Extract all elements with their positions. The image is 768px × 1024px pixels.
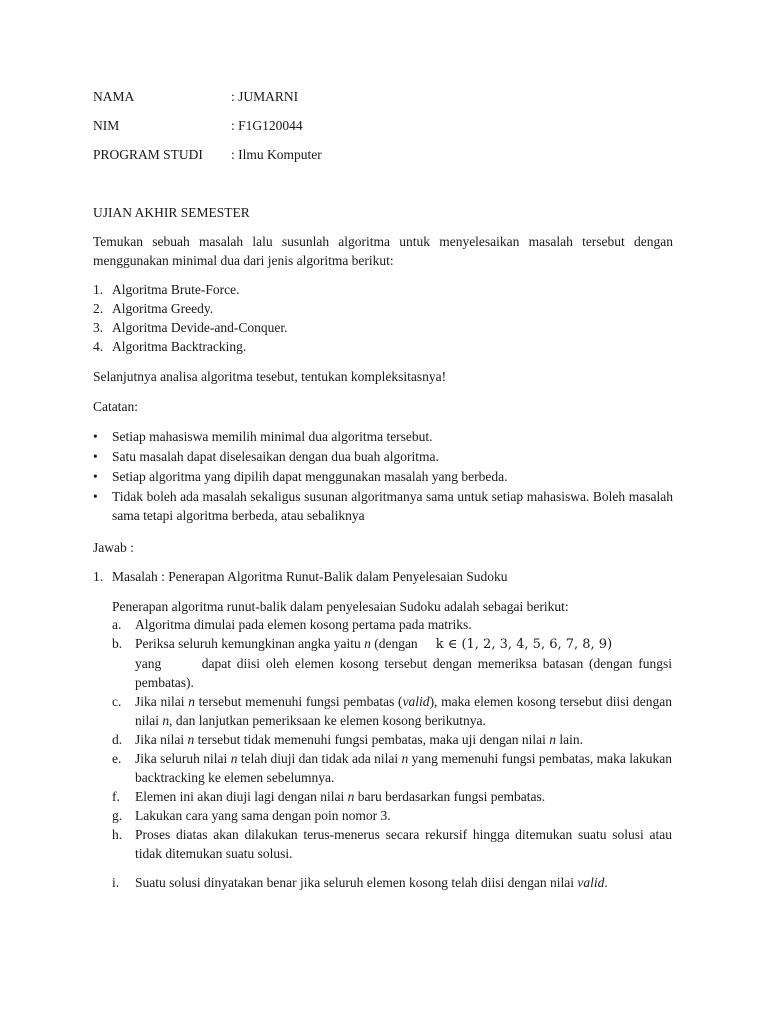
step-item-h xyxy=(112,825,672,863)
step-item-f xyxy=(112,787,672,806)
step-letter: b. xyxy=(112,636,123,651)
header-value: : F1G120044 xyxy=(231,118,303,133)
variable-n: n xyxy=(401,751,409,766)
step-text: Jika nilai xyxy=(135,732,188,747)
list-item xyxy=(93,280,673,299)
variable-n: n xyxy=(230,751,238,766)
step-letter: h. xyxy=(112,827,123,842)
step-text: ), maka elemen kosong tersebut diisi dengan nilai xyxy=(135,694,673,728)
list-item xyxy=(93,447,673,466)
step-item-i xyxy=(112,873,672,892)
note-text: Tidak boleh ada masalah sekaligus susunan algoritmanya sama untuk setiap mahasiswa. Boleh masalah sama tetapi algoritma berbeda, atau sebaliknya xyxy=(112,489,673,523)
step-item-d xyxy=(112,730,672,749)
step-text: Algoritma dimulai pada elemen kosong pertama pada matriks. xyxy=(135,617,472,632)
step-letter: e. xyxy=(112,751,122,766)
list-number: 2. xyxy=(93,301,104,316)
step-text: (dengan xyxy=(370,636,418,651)
problem-title: Masalah : Penerapan Algoritma Runut-Balik dalam Penyelesaian Sudoku xyxy=(112,569,508,584)
step-text: Jika seluruh nilai xyxy=(135,751,231,766)
header-label: PROGRAM STUDI xyxy=(93,147,203,162)
header-value: : Ilmu Komputer xyxy=(231,147,322,162)
steps-list xyxy=(112,615,672,892)
step-text: tersebut memenuhi fungsi pembatas ( xyxy=(194,694,403,709)
variable-n: n xyxy=(364,636,371,651)
step-text: yang memenuhi fungsi pembatas, maka lakukan backtracking ke elemen sebelumnya. xyxy=(135,751,672,785)
math-set-expression: k ∈ (1, 2, 3, 4, 5, 6, 7, 8, 9) xyxy=(435,637,613,652)
list-text: Algoritma Backtracking. xyxy=(112,339,247,354)
followup-paragraph: Selanjutnya analisa algoritma tesebut, tentukan kompleksitasnya! xyxy=(93,369,447,384)
instruction-paragraph: Temukan sebuah masalah lalu susunlah algoritma untuk menyelesaikan masalah tersebut dengan menggunakan minimal dua dari jenis algoritma berikut: xyxy=(93,234,673,268)
header-label: NIM xyxy=(93,118,120,133)
list-item xyxy=(93,487,673,525)
bullet-icon: • xyxy=(93,469,98,484)
list-item xyxy=(93,318,673,337)
step-text: tersebut tidak memenuhi fungsi pembatas, maka uji dengan nilai xyxy=(194,732,550,747)
step-text: telah diuji dan tidak ada nilai xyxy=(237,751,402,766)
header-row-nim xyxy=(93,116,693,135)
step-text: lain. xyxy=(556,732,584,747)
step-text: Lakukan cara yang sama dengan poin nomor 3. xyxy=(135,808,391,823)
note-text: Satu masalah dapat diselesaikan dengan dua buah algoritma. xyxy=(112,449,439,464)
answer-label: Jawab : xyxy=(93,540,134,555)
step-letter: g. xyxy=(112,808,123,823)
step-text: Elemen ini akan diuji lagi dengan nilai xyxy=(135,789,348,804)
exam-title: UJIAN AKHIR SEMESTER xyxy=(93,205,250,220)
step-item-b xyxy=(112,634,672,692)
step-text: dapat diisi oleh elemen kosong tersebut dengan memeriksa batasan (dengan fungsi pembatas). xyxy=(135,656,673,690)
list-item xyxy=(93,299,673,318)
step-text: baru berdasarkan fungsi pembatas. xyxy=(354,789,546,804)
list-number: 1. xyxy=(93,282,104,297)
list-item xyxy=(93,467,673,486)
valid-term: valid xyxy=(402,694,430,709)
step-letter: a. xyxy=(112,617,122,632)
step-text: Proses diatas akan dilakukan terus-menerus secara rekursif hingga ditemukan suatu solusi atau tidak ditemukan suatu solusi. xyxy=(135,827,672,861)
header-row-nama xyxy=(93,87,693,106)
problem-number: 1. xyxy=(93,569,104,584)
list-item xyxy=(93,337,673,356)
step-text: Suatu solusi dinyatakan benar jika seluruh elemen kosong telah diisi dengan nilai xyxy=(135,875,578,890)
step-item-a xyxy=(112,615,672,634)
list-text: Algoritma Brute-Force. xyxy=(112,282,240,297)
variable-n: n xyxy=(347,789,355,804)
step-letter: f. xyxy=(112,789,120,804)
list-number: 4. xyxy=(93,339,104,354)
variable-n: n xyxy=(187,732,195,747)
variable-n: n xyxy=(188,694,195,709)
step-text: Periksa seluruh kemungkinan angka yaitu xyxy=(135,636,365,651)
step-item-c xyxy=(112,692,672,730)
step-text: . xyxy=(604,875,608,890)
algorithm-list xyxy=(93,280,673,356)
list-text: Algoritma Devide-and-Conquer. xyxy=(112,320,288,335)
step-text: , dan lanjutkan pemeriksaan ke elemen kosong berikutnya. xyxy=(169,713,486,728)
note-text: Setiap mahasiswa memilih minimal dua algoritma tersebut. xyxy=(112,429,433,444)
valid-term: valid xyxy=(577,875,605,890)
step-text: yang xyxy=(135,656,162,671)
step-item-e xyxy=(112,749,672,787)
notes-label: Catatan: xyxy=(93,399,138,414)
notes-list xyxy=(93,427,673,526)
header-label: NAMA xyxy=(93,89,135,104)
step-item-g xyxy=(112,806,672,825)
header-value: : JUMARNI xyxy=(231,89,299,104)
variable-n: n xyxy=(162,713,170,728)
note-text: Setiap algoritma yang dipilih dapat menggunakan masalah yang berbeda. xyxy=(112,469,508,484)
step-letter: i. xyxy=(112,875,120,890)
list-text: Algoritma Greedy. xyxy=(112,301,214,316)
bullet-icon: • xyxy=(93,489,98,504)
problem-intro: Penerapan algoritma runut-balik dalam penyelesaian Sudoku adalah sebagai berikut: xyxy=(112,599,569,614)
header-row-program-studi xyxy=(93,145,693,164)
list-number: 3. xyxy=(93,320,104,335)
bullet-icon: • xyxy=(93,449,98,464)
bullet-icon: • xyxy=(93,429,98,444)
step-text: Jika nilai xyxy=(135,694,189,709)
step-letter: c. xyxy=(112,694,122,709)
variable-n: n xyxy=(549,732,557,747)
step-letter: d. xyxy=(112,732,123,747)
list-item xyxy=(93,427,673,446)
